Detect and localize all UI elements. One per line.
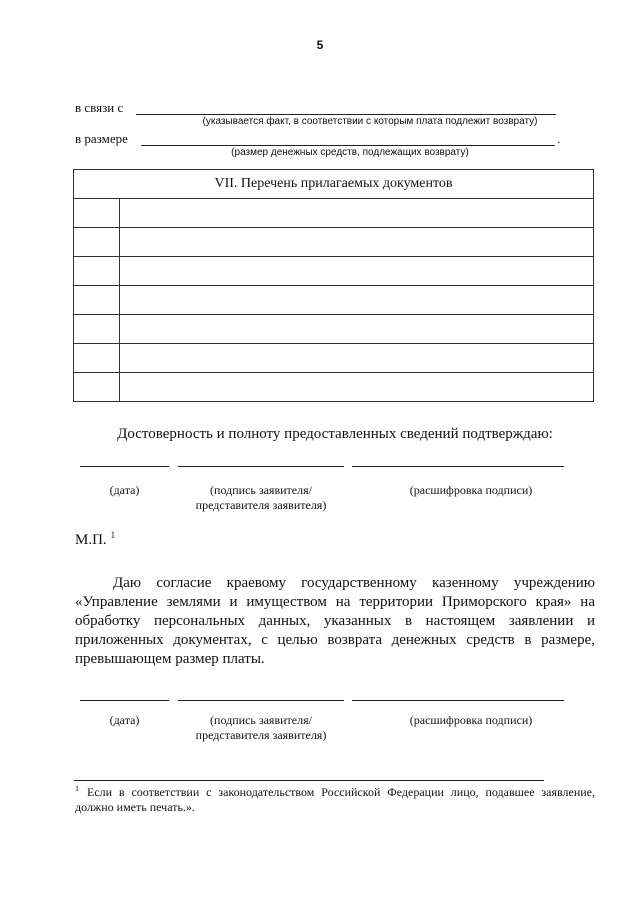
stamp-footnote-ref: 1 — [110, 530, 116, 540]
amount-label: в размере — [75, 131, 128, 146]
date-caption-1: (дата) — [109, 483, 140, 497]
decoding-caption-2: (расшифровка подписи) — [409, 713, 533, 727]
footnote — [75, 781, 595, 815]
table-row — [74, 344, 594, 373]
decoding-caption-1: (расшифровка подписи) — [409, 483, 533, 497]
table-row — [74, 228, 594, 257]
table-row — [74, 257, 594, 286]
table-cell-num[interactable] — [74, 373, 120, 402]
reason-label: в связи с — [75, 100, 124, 115]
table-cell-num[interactable] — [74, 228, 120, 257]
signature-caption-2: (подпись заявителя/представителя заявителя) — [195, 713, 327, 742]
documents-table-heading: VII. Перечень прилагаемых документов — [74, 170, 594, 199]
reason-input-line[interactable] — [136, 114, 556, 115]
table-row — [74, 199, 594, 228]
amount-hint: (размер денежных средств, подлежащих возврату) — [231, 147, 469, 158]
table-cell-num[interactable] — [74, 257, 120, 286]
decoding-line-1[interactable] — [352, 466, 564, 467]
signature-line-1[interactable] — [178, 466, 344, 467]
table-cell-num[interactable] — [74, 315, 120, 344]
confirmation-text: Достоверность и полноту предоставленных сведений подтверждаю: — [117, 426, 553, 442]
stamp-label — [75, 530, 115, 549]
table-cell-doc[interactable] — [120, 344, 594, 373]
date-caption-2: (дата) — [109, 713, 140, 727]
table-cell-num[interactable] — [74, 344, 120, 373]
decoding-line-2[interactable] — [352, 700, 564, 701]
page-number: 5 — [316, 38, 324, 52]
table-cell-doc[interactable] — [120, 286, 594, 315]
table-cell-doc[interactable] — [120, 257, 594, 286]
table-row — [74, 373, 594, 402]
stamp-text: М.П. — [75, 532, 107, 548]
date-line-1[interactable] — [80, 466, 169, 467]
table-row — [74, 315, 594, 344]
table-cell-num[interactable] — [74, 286, 120, 315]
footnote-marker: 1 — [75, 784, 79, 793]
reason-hint: (указывается факт, в соответствии с которым плата подлежит возврату) — [202, 116, 538, 127]
date-line-2[interactable] — [80, 700, 169, 701]
documents-table — [73, 169, 594, 402]
table-cell-doc[interactable] — [120, 373, 594, 402]
table-cell-doc[interactable] — [120, 228, 594, 257]
table-cell-doc[interactable] — [120, 315, 594, 344]
signature-caption-1: (подпись заявителя/представителя заявителя) — [195, 483, 327, 512]
amount-input-line[interactable] — [141, 145, 555, 146]
signature-line-2[interactable] — [178, 700, 344, 701]
consent-paragraph: Даю согласие краевому государственному казенному учреждению «Управление землями и имуществом на территории Приморского края» на обработку персональных данных, указанных в настоящем заявлении и приложенных документах, с целью возврата денежных средств в размере, превышающем размер платы. — [75, 575, 595, 667]
footnote-text: Если в соответствии с законодательством Российской Федерации лицо, подавшее заявление, должно иметь печать.». — [75, 785, 595, 814]
table-cell-num[interactable] — [74, 199, 120, 228]
table-row — [74, 286, 594, 315]
table-cell-doc[interactable] — [120, 199, 594, 228]
amount-suffix: . — [557, 131, 561, 146]
